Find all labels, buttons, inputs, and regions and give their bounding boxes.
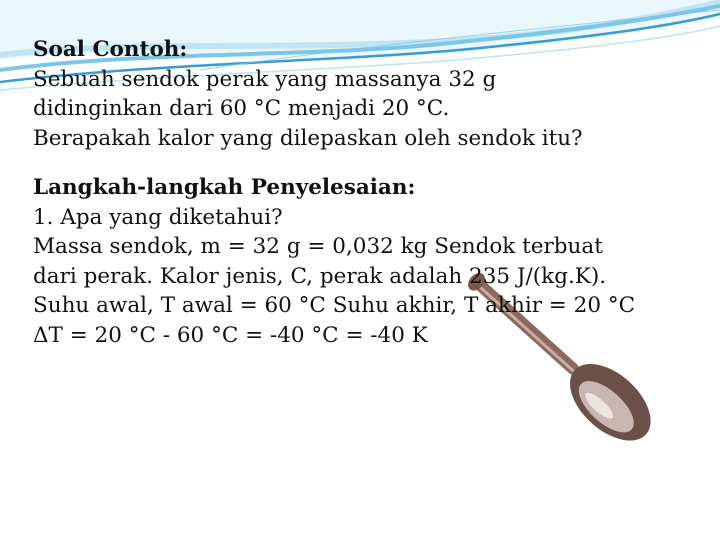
step-line-5: ΔT = 20 °C - 60 °C = -40 °C = -40 K [33, 322, 428, 348]
problem-line-1: Sebuah sendok perak yang massanya 32 g [33, 66, 497, 92]
slide-content [33, 35, 713, 350]
problem-line-2: didinginkan dari 60 °C menjadi 20 °C. [33, 96, 450, 121]
step-line-3: dari perak. Kalor jenis, C, perak adalah 235 J/(kg.K). [33, 263, 607, 289]
problem-line-3: Berapakah kalor yang dilepaskan oleh sendok itu? [33, 125, 583, 151]
example-heading: Soal Contoh: [33, 37, 188, 62]
steps-heading: Langkah-langkah Penyelesaian: [33, 175, 416, 200]
step-line-1: 1. Apa yang diketahui? [33, 204, 283, 230]
step-line-2: Massa sendok, m = 32 g = 0,032 kg Sendok terbuat [33, 234, 603, 259]
step-line-4: Suhu awal, T awal = 60 °C Suhu akhir, T akhir = 20 °C [33, 293, 636, 318]
